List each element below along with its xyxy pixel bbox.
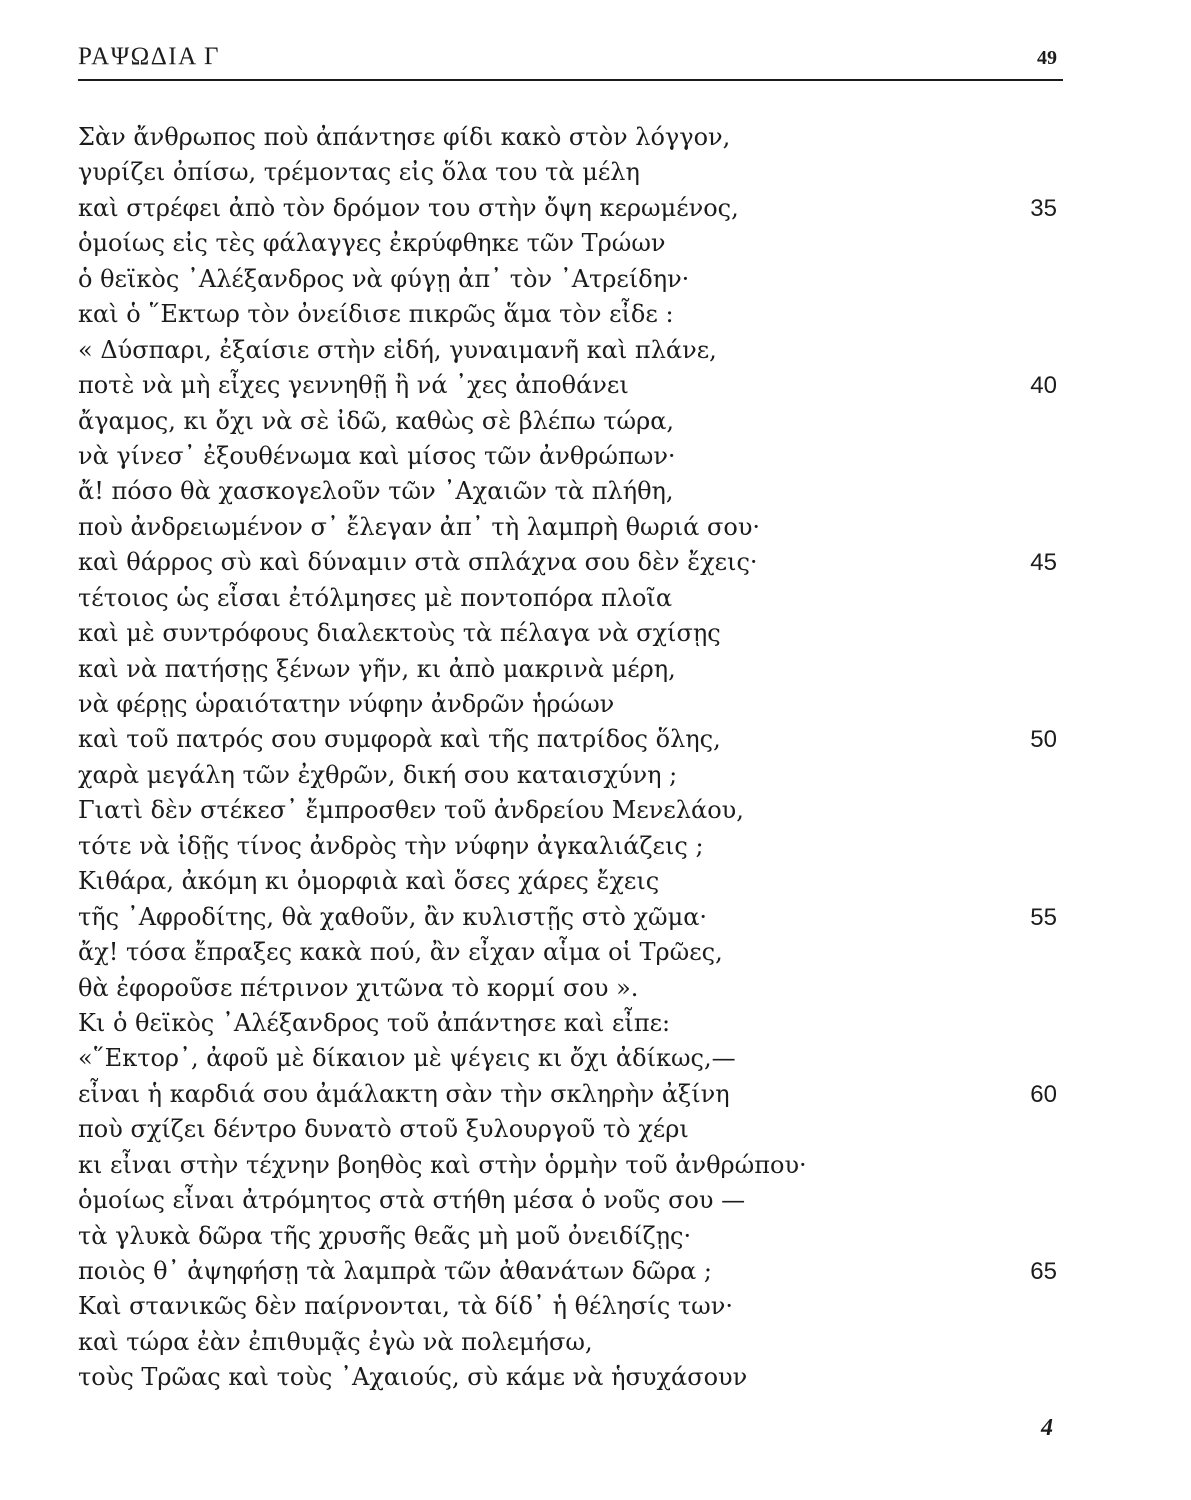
- verse-text: ποτὲ νὰ μὴ εἶχες γεννηθῇ ἢ νά ᾿χες ἀποθάνει: [78, 371, 629, 400]
- verse-line: [78, 1254, 1063, 1289]
- verse-text: ποὺ ἀνδρειωμένον σ᾿ ἔλεγαν ἀπ᾿ τὴ λαμπρὴ θωριά σου·: [78, 512, 761, 541]
- verse-text: Καὶ στανικῶς δὲν παίρνονται, τὰ δίδ᾿ ἡ θέλησίς των·: [78, 1292, 733, 1321]
- verse-line: [78, 581, 1063, 616]
- verse-text: θὰ ἐφοροῦσε πέτρινον χιτῶνα τὸ κορμί σου ».: [78, 973, 639, 1002]
- verse-text: γυρίζει ὀπίσω, τρέμοντας εἰς ὅλα του τὰ μέλη: [78, 158, 640, 187]
- verse-text: καὶ θάρρος σὺ καὶ δύναμιν στὰ σπλάχνα σου δὲν ἔχεις·: [78, 548, 758, 577]
- line-number: 55: [1030, 903, 1057, 931]
- verse-text: νὰ γίνεσ᾿ ἐξουθένωμα καὶ μίσος τῶν ἀνθρώπων·: [78, 441, 676, 470]
- page-number: 49: [1037, 47, 1057, 69]
- verse-line: [78, 935, 1063, 970]
- verse-line: [78, 722, 1063, 757]
- running-head: [78, 42, 1063, 76]
- verse-line: [78, 439, 1063, 474]
- signature-mark: 4: [1041, 1415, 1053, 1441]
- verse-text: ὁμοίως εἶναι ἀτρόμητος στὰ στήθη μέσα ὁ νοῦς σου —: [78, 1186, 746, 1215]
- verse-line: [78, 829, 1063, 864]
- line-number: 60: [1030, 1080, 1057, 1108]
- line-number: 45: [1030, 549, 1057, 577]
- verse-text: καὶ νὰ πατήσῃς ξένων γῆν, κι ἀπὸ μακρινὰ μέρη,: [78, 654, 676, 683]
- verse-line: [78, 1360, 1063, 1395]
- verse-line: [78, 687, 1063, 722]
- verse-text: χαρὰ μεγάλη τῶν ἐχθρῶν, δική σου καταισχύνη ;: [78, 760, 678, 789]
- verse-text: εἶναι ἡ καρδιά σου ἀμάλακτη σὰν τὴν σκληρὴν ἀξίνη: [78, 1079, 730, 1108]
- verse-text: ποιὸς θ᾿ ἀψηφήσῃ τὰ λαμπρὰ τῶν ἀθανάτων δῶρα ;: [78, 1257, 712, 1285]
- verse-text: Κι ὁ θεϊκὸς ᾿Αλέξανδρος τοῦ ἀπάντησε καὶ εἶπε:: [78, 1008, 671, 1037]
- verse-line: [78, 616, 1063, 651]
- verse-text: ὁμοίως εἰς τὲς φάλαγγες ἐκρύφθηκε τῶν Τρώων: [78, 229, 666, 258]
- verse-text: Κιθάρα, ἀκόμη κι ὀμορφιὰ καὶ ὅσες χάρες ἔχεις: [78, 867, 660, 896]
- verse-text: καὶ ὁ ῞Εκτωρ τὸν ὀνείδισε πικρῶς ἅμα τὸν εἶδε :: [78, 300, 674, 329]
- line-number: 50: [1030, 726, 1057, 754]
- line-number: 65: [1030, 1258, 1057, 1285]
- verse-text: τέτοιος ὡς εἶσαι ἐτόλμησες μὲ ποντοπόρα πλοῖα: [78, 583, 673, 612]
- verse-text: Γιατὶ δὲν στέκεσ᾿ ἔμπροσθεν τοῦ ἀνδρείου Μενελάου,: [78, 796, 744, 825]
- verse-line: [78, 652, 1063, 687]
- verse-line: [78, 900, 1063, 935]
- verse-line: [78, 1183, 1063, 1218]
- verse-line: [78, 404, 1063, 439]
- verse-line: [78, 545, 1063, 580]
- verse-line: [78, 262, 1063, 297]
- verse-line: [78, 1325, 1063, 1360]
- verse-line: [78, 297, 1063, 332]
- verse-text: καὶ στρέφει ἀπὸ τὸν δρόμον του στὴν ὄψη κερωμένος,: [78, 193, 739, 222]
- verse-text: ἄχ! τόσα ἔπραξες κακὰ πού, ἂν εἶχαν αἷμα οἱ Τρῶες,: [78, 938, 723, 967]
- verse-line: [78, 758, 1063, 793]
- verse-line: [78, 510, 1063, 545]
- verse-text: καὶ τοῦ πατρός σου συμφορὰ καὶ τῆς πατρίδος ὅλης,: [78, 725, 721, 754]
- verse-line: [78, 191, 1063, 226]
- verse-line: [78, 793, 1063, 828]
- verse-line: [78, 1219, 1063, 1254]
- verse-line: [78, 971, 1063, 1006]
- verse-text: ἄγαμος, κι ὄχι νὰ σὲ ἰδῶ, καθὼς σὲ βλέπω τώρα,: [78, 406, 675, 435]
- verse-line: [78, 1041, 1063, 1076]
- verse-text: νὰ φέρῃς ὡραιότατην νύφην ἀνδρῶν ἡρώων: [78, 690, 615, 718]
- verse-line: [78, 864, 1063, 899]
- verse-line: [78, 120, 1063, 155]
- line-number: 40: [1030, 372, 1057, 400]
- line-number: 35: [1030, 194, 1057, 222]
- verse-text: καὶ τώρα ἐὰν ἐπιθυμᾷς ἐγὼ νὰ πολεμήσω,: [78, 1327, 593, 1356]
- verse-text: ἄ! πόσο θὰ χασκογελοῦν τῶν ᾿Αχαιῶν τὰ πλήθη,: [78, 477, 674, 506]
- verse-line: [78, 1289, 1063, 1324]
- verse-text: ποὺ σχίζει δέντρο δυνατὸ στοῦ ξυλουργοῦ τὸ χέρι: [78, 1115, 689, 1144]
- verse-line: [78, 474, 1063, 509]
- verse-text: « Δύσπαρι, ἐξαίσιε στὴν εἰδή, γυναιμανῆ καὶ πλάνε,: [78, 335, 717, 364]
- verse-text: τὰ γλυκὰ δῶρα τῆς χρυσῆς θεᾶς μὴ μοῦ ὀνειδίζῃς·: [78, 1221, 692, 1250]
- verse-text: τότε νὰ ἰδῇς τίνος ἀνδρὸς τὴν νύφην ἀγκαλιάζεις ;: [78, 831, 704, 860]
- verse-text: ὁ θεϊκὸς ᾿Αλέξανδρος νὰ φύγῃ ἀπ᾿ τὸν ᾿Ατρείδην·: [78, 264, 690, 293]
- verse-line: [78, 368, 1063, 403]
- verse-text: κι εἶναι στὴν τέχνην βοηθὸς καὶ στὴν ὁρμὴν τοῦ ἀνθρώπου·: [78, 1150, 807, 1179]
- verse-text: Σὰν ἄνθρωπος ποὺ ἀπάντησε φίδι κακὸ στὸν λόγγον,: [78, 123, 731, 151]
- verse-list: [78, 120, 1063, 1396]
- verse-line: [78, 333, 1063, 368]
- verse-line: [78, 226, 1063, 261]
- header-rule: [78, 79, 1063, 81]
- verse-text: καὶ μὲ συντρόφους διαλεκτοὺς τὰ πέλαγα νὰ σχίσῃς: [78, 619, 721, 648]
- verse-text: «῞Εκτορ᾿, ἀφοῦ μὲ δίκαιον μὲ ψέγεις κι ὄχι ἀδίκως,—: [78, 1044, 736, 1073]
- verse-line: [78, 1077, 1063, 1112]
- verse-text: τοὺς Τρῶας καὶ τοὺς ᾿Αχαιούς, σὺ κάμε νὰ ἡσυχάσουν: [78, 1363, 748, 1392]
- verse-line: [78, 155, 1063, 190]
- chapter-title: ΡΑΨΩΔΙΑ Γ: [78, 43, 220, 70]
- verse-text: τῆς ᾿Αφροδίτης, θὰ χαθοῦν, ἂν κυλιστῇς στὸ χῶμα·: [78, 902, 708, 931]
- verse-line: [78, 1148, 1063, 1183]
- verse-line: [78, 1112, 1063, 1147]
- verse-line: [78, 1006, 1063, 1041]
